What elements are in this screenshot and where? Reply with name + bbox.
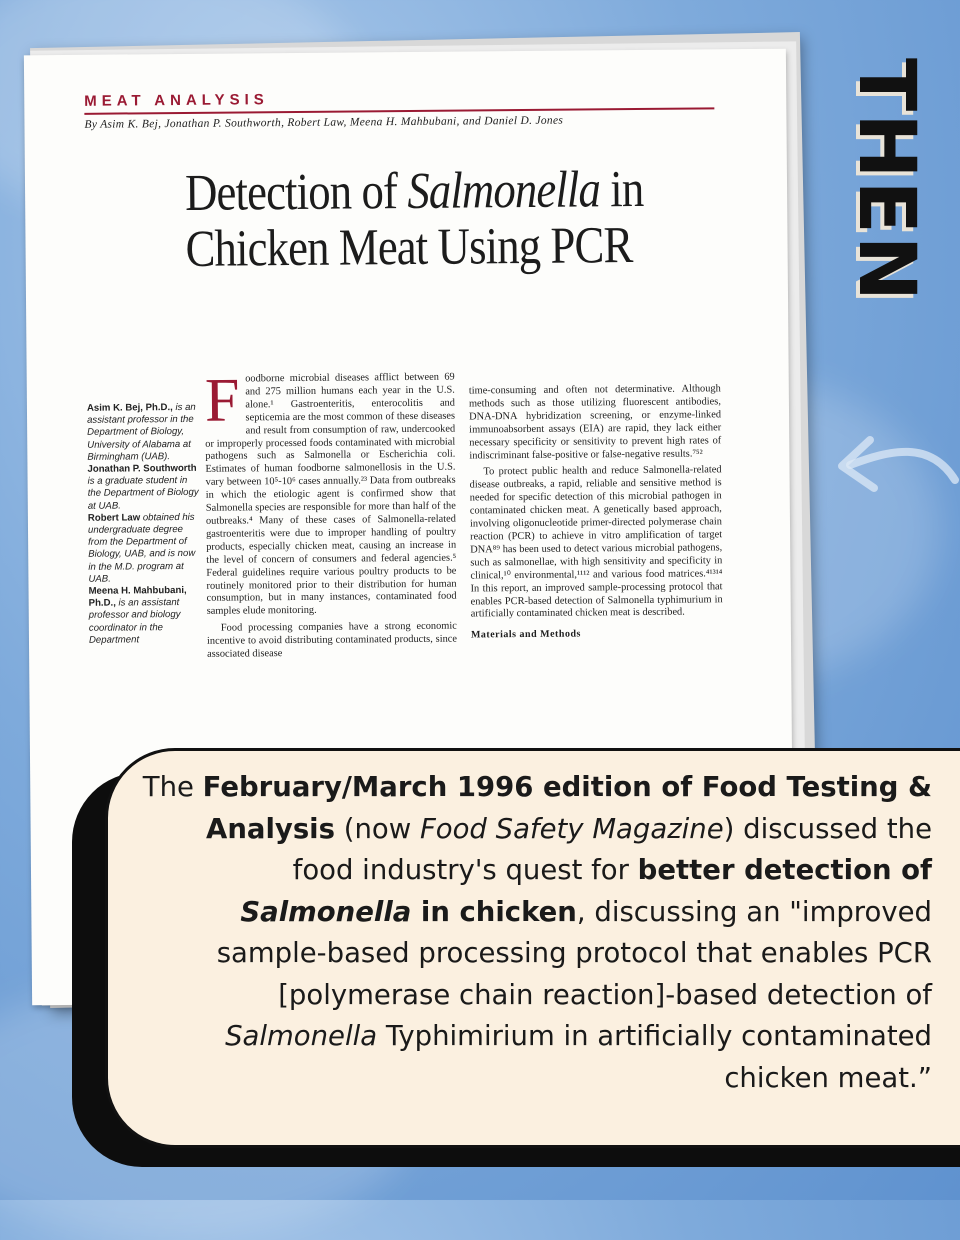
byline: By Asim K. Bej, Jonathan P. Southworth, Robert Law, Meena H. Mahbubani, and Daniel D. Jones <box>84 114 564 131</box>
caption-text: The February/March 1996 edition of Food Testing & Analysis (now Food Safety Magazine) discussed the food industry's quest for better detection of Salmonella in chicken, discussing an "improved sample-based processing protocol that enables PCR [polymerase chain reaction]-based detection of Salmonella Typhimirium in artificially contaminated chicken meat.” <box>142 771 932 1094</box>
paragraph: Food processing companies have a strong economic incentive to avoid distributing contaminated products, since associated disease <box>206 620 458 660</box>
then-label <box>838 58 948 398</box>
section-heading: MEAT ANALYSIS <box>84 91 269 110</box>
paragraph: To protect public health and reduce Salmonella-related disease outbreaks, a rapid, reliable and sensitive method is needed for specific detection of this microbial pathogen in contaminated chicken meat. A genetically based approach, involving oligonucleotide primer-directed polymerase chain reaction (PCR) to achieve in vitro amplification of target DNA⁸⁹ has been used to detect various microbial pathogens, such as salmonellae, with high sensitivity and specificity in clinical,¹⁰ environmental,¹¹¹² and various food matrices.⁴¹³¹⁴ In this report, an improved sample-processing protocol that enables PCR-based detection of Salmonella typhimurium in artificially contaminated chicken meat is described. <box>469 464 723 620</box>
drop-cap: F <box>204 366 240 435</box>
paragraph: oodborne microbial diseases afflict between 69 and 275 million humans each year in the U.S. alone.¹ Gastroenteritis, enterocolitis and septicemia are the most common of these diseases and result from consumption of raw, undercooked or improperly processed foods contaminated with microbial pathogens such as Salmonella or Escherichia coli. Estimates of human foodborne salmonellosis in the U.S. vary between 10⁵-10⁶ cases annually.²³ Data from outbreaks in which the etiologic agent is confirmed show that Salmonella species are responsible for more than half of the outbreaks.⁴ Many of these cases of Salmonella-related gastroenteritis were due to improper handling of poultry products, especially chicken meat, causing an increase in the level of concern of consumers and federal agencies.⁵ Federal guidelines require various poultry products to be routinely monitored prior to their distribution for human consumption, but in many instances, contaminated food samples elude monitoring. <box>205 371 457 618</box>
author-bios <box>87 402 201 647</box>
paragraph: time-consuming and often not determinative. Although methods such as those utilizing fluorescent antibodies, DNA-DNA hybridization screening, or enzyme-linked immunoabsorbent assays (EIA) are rapid, they lack either necessary specificity or sensitivity to prevent high rates of indiscriminant false-positive or false-negative results.⁷⁵² <box>468 383 722 462</box>
article-title: Detection of Salmonella in Chicken Meat Using PCR <box>184 160 644 278</box>
article-column-left <box>204 366 458 666</box>
then-label-text: THEN <box>841 58 931 304</box>
arrow-left-icon <box>830 410 960 520</box>
author-bio: Meena H. Mahbubani, Ph.D., is an assistant professor and biology coordinator in the Department <box>88 584 187 646</box>
section-subheading: Materials and Methods <box>470 628 581 641</box>
author-bio: Jonathan P. Southworth is a graduate student in the Department of Biology at UAB. <box>87 462 199 512</box>
author-bio: Asim K. Bej, Ph.D., is an assistant professor in the Department of Biology, University of Alabama at Birmingham (UAB). <box>86 401 196 463</box>
caption-card <box>105 748 960 1148</box>
author-bio: Robert Law obtained his undergraduate degree from the Department of Biology, UAB, and is now in the M.D. program at UAB. <box>87 511 196 585</box>
article-column-right <box>469 383 723 642</box>
